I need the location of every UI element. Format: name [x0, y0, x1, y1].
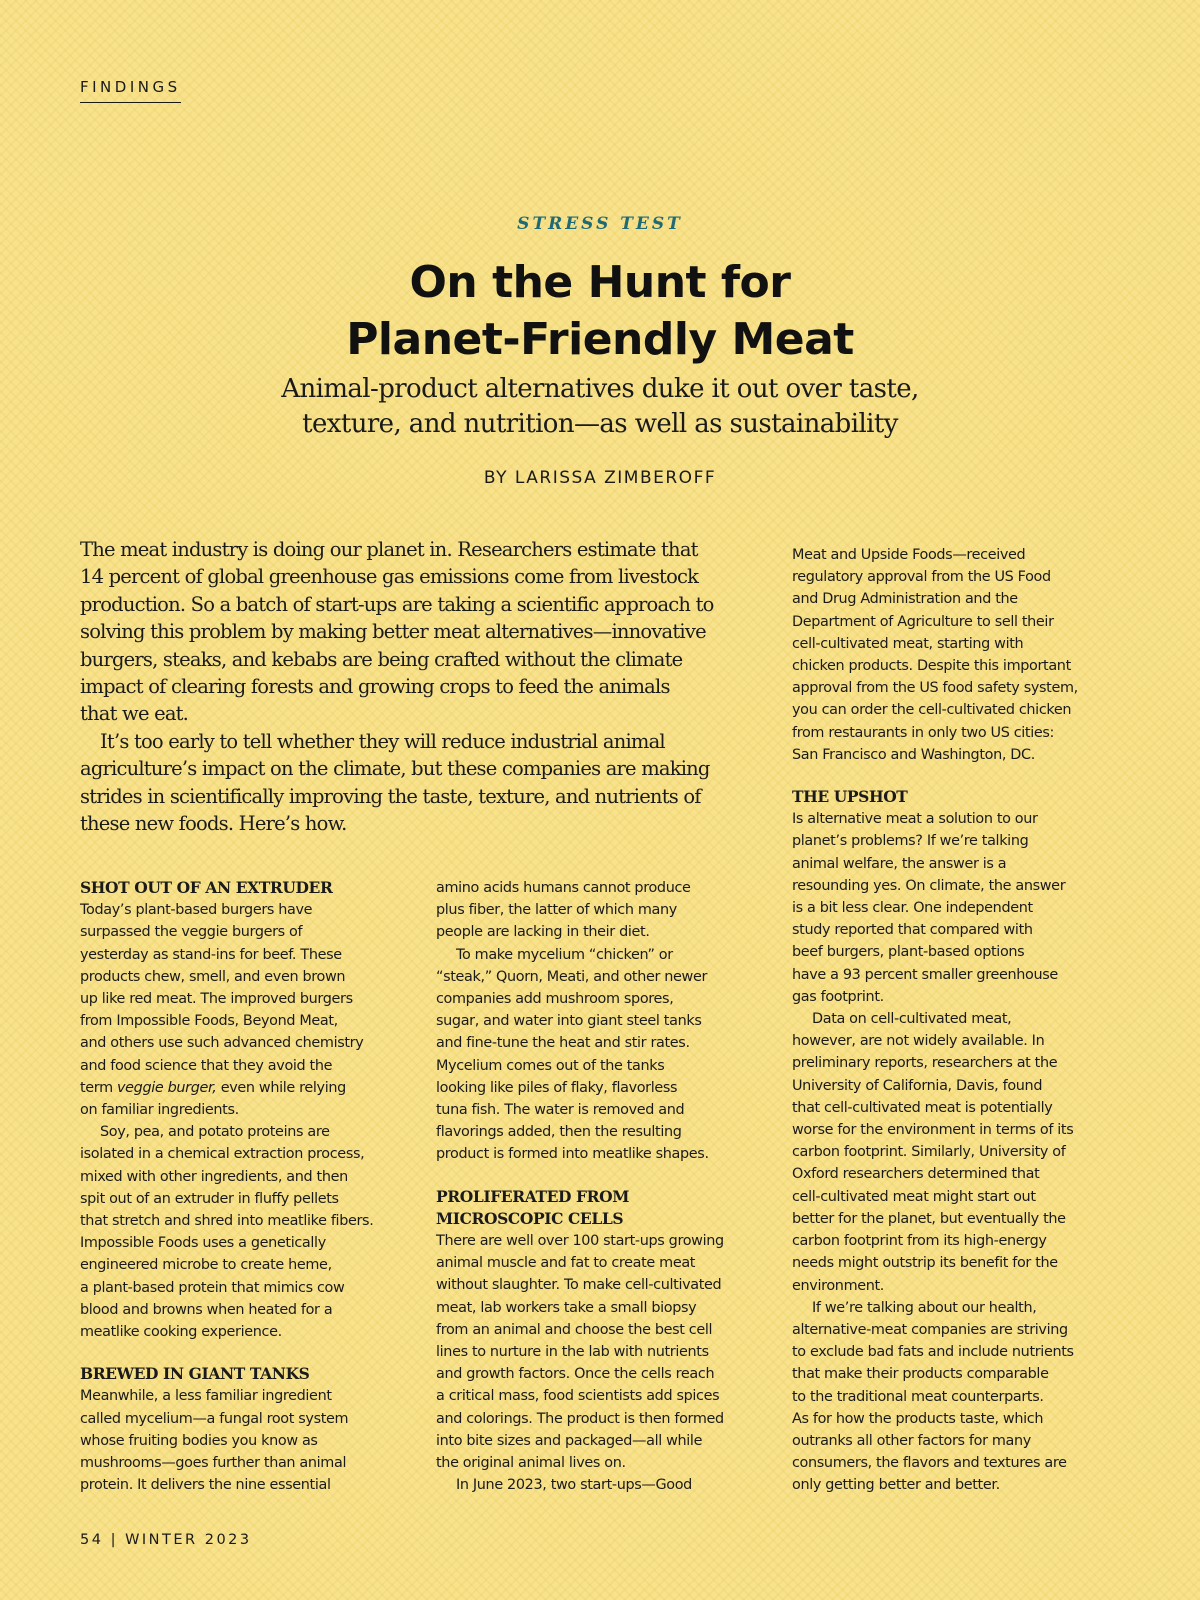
body-line: To make mycelium “chicken” or: [456, 946, 673, 963]
body-line: into bite sizes and packaged—all while: [436, 1432, 703, 1449]
headline-line: Planet-Friendly Meat: [346, 314, 854, 365]
body-line: As for how the products taste, which: [792, 1410, 1044, 1427]
intro-line: agriculture’s impact on the climate, but these companies are making: [80, 757, 710, 781]
dek-line: Animal-product alternatives duke it out over taste,: [281, 374, 919, 404]
kicker: STRESS TEST: [517, 214, 683, 234]
issue-label: WINTER 2023: [125, 1532, 252, 1548]
section-heading: THE UPSHOT: [792, 787, 908, 807]
body-line: preliminary reports, researchers at the: [792, 1055, 1058, 1072]
body-line: In June 2023, two start-ups—Good: [456, 1477, 692, 1494]
body-line: from an animal and choose the best cell: [436, 1321, 713, 1338]
body-line: however, are not widely available. In: [792, 1033, 1045, 1050]
body-line: without slaughter. To make cell-cultivated: [436, 1277, 722, 1294]
body-line: sugar, and water into giant steel tanks: [436, 1013, 702, 1030]
body-line: regulatory approval from the US Food: [792, 569, 1051, 586]
intro-line: impact of clearing forests and growing crops to feed the animals: [80, 675, 670, 699]
page-footer: [80, 1532, 252, 1548]
intro-line: The meat industry is doing our planet in. Researchers estimate that: [80, 538, 698, 561]
body-line: a plant-based protein that mimics cow: [80, 1279, 345, 1296]
body-line: outranks all other factors for many: [792, 1432, 1031, 1449]
body-line: have a 93 percent smaller greenhouse: [792, 966, 1058, 983]
body-line: gas footprint.: [792, 988, 884, 1005]
footer-separator: |: [110, 1532, 118, 1548]
body-line: meat, lab workers take a small biopsy: [436, 1299, 697, 1316]
body-line: and colorings. The product is then formed: [436, 1410, 724, 1427]
body-line: spit out of an extruder in fluffy pellets: [80, 1190, 339, 1207]
body-line: and fine-tune the heat and stir rates.: [436, 1035, 690, 1052]
paragraph-gap: [792, 766, 1132, 786]
intro-line: strides in scientifically improving the taste, texture, and nutrients of: [80, 784, 701, 808]
body-line: Impossible Foods uses a genetically: [80, 1235, 326, 1252]
section-heading: MICROSCOPIC CELLS: [436, 1208, 624, 1228]
body-line: planet’s problems? If we’re talking: [792, 833, 1029, 850]
body-line: whose fruiting bodies you know as: [80, 1432, 318, 1449]
body-line: that make their products comparable: [792, 1366, 1049, 1383]
intro-line: burgers, steaks, and kebabs are being crafted without the climate: [80, 647, 683, 671]
body-line: products chew, smell, and even brown: [80, 968, 346, 985]
headline-line: On the Hunt for: [409, 257, 791, 308]
body-line: plus fiber, the latter of which many: [436, 902, 677, 919]
body-line: San Francisco and Washington, DC.: [792, 746, 1035, 763]
body-line: up like red meat. The improved burgers: [80, 991, 353, 1008]
body-line: chicken products. Despite this important: [792, 658, 1071, 675]
body-line: called mycelium—a fungal root system: [80, 1410, 349, 1427]
section-heading: PROLIFERATED FROM: [436, 1186, 629, 1206]
body-line: the original animal lives on.: [436, 1455, 626, 1472]
body-line: Oxford researchers determined that: [792, 1166, 1040, 1183]
body-line: carbon footprint from its high-energy: [792, 1233, 1047, 1250]
intro-paragraphs: [80, 536, 760, 837]
body-line: on familiar ingredients.: [80, 1102, 239, 1119]
body-line: lines to nurture in the lab with nutrients: [436, 1344, 709, 1361]
dek-line: texture, and nutrition—as well as sustainability: [302, 409, 898, 439]
body-line: animal muscle and fat to create meat: [436, 1255, 696, 1272]
body-line: amino acids humans cannot produce: [436, 880, 691, 896]
body-line: carbon footprint. Similarly, University of: [792, 1144, 1066, 1161]
body-line: flavorings added, then the resulting: [436, 1124, 682, 1141]
paragraph-gap: [436, 1166, 776, 1186]
body-line: environment.: [792, 1277, 885, 1294]
body-line: Data on cell-cultivated meat,: [812, 1011, 1012, 1028]
body-line: worse for the environment in terms of its: [792, 1122, 1074, 1139]
body-line: protein. It delivers the nine essential: [80, 1477, 331, 1494]
body-line: Meanwhile, a less familiar ingredient: [80, 1388, 332, 1405]
body-line: cell-cultivated meat might start out: [792, 1188, 1036, 1205]
body-line: Is alternative meat a solution to our: [792, 811, 1038, 828]
body-line: only getting better and better.: [792, 1477, 1000, 1494]
body-line: alternative-meat companies are striving: [792, 1321, 1068, 1338]
body-line: looking like piles of flaky, flavorless: [436, 1079, 678, 1096]
intro-line: It’s too early to tell whether they will reduce industrial animal: [100, 729, 665, 753]
section-heading: SHOT OUT OF AN EXTRUDER: [80, 878, 333, 897]
body-line: and others use such advanced chemistry: [80, 1035, 364, 1052]
body-line: you can order the cell-cultivated chicken: [792, 702, 1072, 719]
body-line: and food science that they avoid the: [80, 1057, 333, 1074]
intro-line: 14 percent of global greenhouse gas emissions come from livestock: [80, 565, 699, 589]
page-number: 54: [80, 1532, 104, 1548]
intro-line: solving this problem by making better meat alternatives—innovative: [80, 620, 706, 644]
body-line: mixed with other ingredients, and then: [80, 1168, 348, 1185]
italic-term: veggie burger,: [117, 1079, 217, 1096]
paragraph-gap: [80, 1343, 420, 1363]
body-line: surpassed the veggie burgers of: [80, 924, 303, 941]
body-line: animal welfare, the answer is a: [792, 855, 1007, 872]
column-3: [792, 544, 1132, 1497]
body-line: [80, 1077, 420, 1099]
body-line: Today’s plant-based burgers have: [80, 902, 313, 919]
body-line: to exclude bad fats and include nutrients: [792, 1344, 1074, 1361]
body-line: yesterday as stand-ins for beef. These: [80, 946, 342, 963]
byline: BY LARISSA ZIMBEROFF: [483, 468, 717, 488]
body-text: even while relying: [220, 1079, 346, 1096]
body-line: resounding yes. On climate, the answer: [792, 877, 1066, 894]
body-line: University of California, Davis, found: [792, 1077, 1043, 1094]
body-line: that cell-cultivated meat is potentially: [792, 1099, 1053, 1116]
body-line: from restaurants in only two US cities:: [792, 724, 1055, 741]
body-line: If we’re talking about our health,: [812, 1299, 1037, 1316]
dek: [0, 372, 1200, 442]
column-2: [436, 877, 776, 1496]
body-line: needs might outstrip its benefit for the: [792, 1255, 1058, 1272]
body-line: companies add mushroom spores,: [436, 991, 674, 1008]
body-line: study reported that compared with: [792, 922, 1033, 939]
body-line: a critical mass, food scientists add spices: [436, 1388, 720, 1405]
body-line: better for the planet, but eventually the: [792, 1210, 1066, 1227]
body-line: to the traditional meat counterparts.: [792, 1388, 1044, 1405]
body-line: engineered microbe to create heme,: [80, 1257, 332, 1274]
body-line: consumers, the flavors and textures are: [792, 1455, 1067, 1472]
body-line: cell-cultivated meat, starting with: [792, 635, 1024, 652]
section-heading: BREWED IN GIANT TANKS: [80, 1364, 310, 1384]
intro-line: these new foods. Here’s how.: [80, 812, 347, 836]
body-line: people are lacking in their diet.: [436, 924, 650, 941]
body-line: isolated in a chemical extraction process,: [80, 1146, 365, 1163]
body-line: blood and browns when heated for a: [80, 1301, 333, 1318]
body-line: Soy, pea, and potato proteins are: [100, 1124, 330, 1141]
body-line: meatlike cooking experience.: [80, 1324, 282, 1341]
body-line: “steak,” Quorn, Meati, and other newer: [436, 968, 708, 985]
body-line: Department of Agriculture to sell their: [792, 613, 1054, 630]
column-1: [80, 877, 420, 1496]
body-line: that stretch and shred into meatlike fibers.: [80, 1213, 374, 1230]
body-line: approval from the US food safety system,: [792, 680, 1078, 697]
intro-line: that we eat.: [80, 702, 189, 726]
body-line: beef burgers, plant-based options: [792, 944, 1025, 961]
body-line: mushrooms—goes further than animal: [80, 1455, 347, 1472]
body-line: from Impossible Foods, Beyond Meat,: [80, 1013, 338, 1030]
body-line: is a bit less clear. One independent: [792, 900, 1033, 917]
body-line: There are well over 100 start-ups growing: [436, 1233, 724, 1250]
body-line: product is formed into meatlike shapes.: [436, 1146, 709, 1163]
body-text: term: [80, 1079, 113, 1096]
body-line: and growth factors. Once the cells reach: [436, 1366, 715, 1383]
body-line: and Drug Administration and the: [792, 591, 1018, 608]
section-label: FINDINGS: [80, 78, 181, 103]
intro-line: production. So a batch of start-ups are taking a scientific approach to: [80, 592, 714, 616]
body-line: Mycelium comes out of the tanks: [436, 1057, 665, 1074]
headline: [0, 254, 1200, 368]
body-line: Meat and Upside Foods—received: [792, 547, 1026, 563]
body-line: tuna fish. The water is removed and: [436, 1102, 685, 1119]
